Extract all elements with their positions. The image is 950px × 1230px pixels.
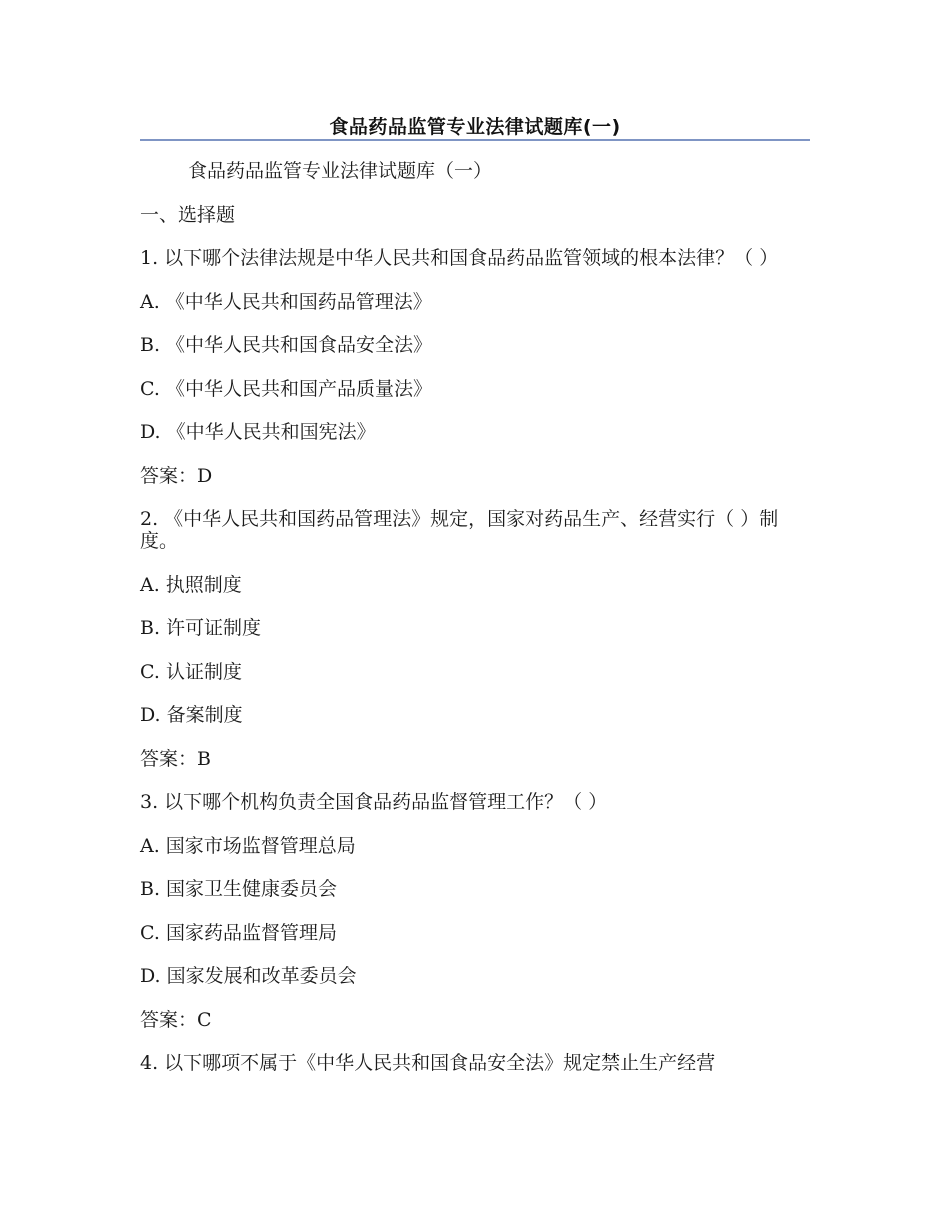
document-body <box>140 160 810 1096</box>
question-1-option-c: C. 《中华人民共和国产品质量法》 <box>140 377 432 400</box>
question-2-option-d: D. 备案制度 <box>140 704 243 726</box>
question-1-option-b: B. 《中华人民共和国食品安全法》 <box>140 334 433 356</box>
question-3-option-c: C. 国家药品监督管理局 <box>140 921 337 944</box>
question-3-option-d: D. 国家发展和改革委员会 <box>140 965 357 987</box>
section-heading: 一、选择题 <box>140 203 236 226</box>
header-title: 食品药品监管专业法律试题库(一) <box>329 116 621 138</box>
question-3: 3. 以下哪个机构负责全国食品药品监督管理工作？（ ） <box>140 791 608 813</box>
question-3-answer: 答案：C <box>140 1008 212 1031</box>
question-4: 4. 以下哪项不属于《中华人民共和国食品安全法》规定禁止生产经营 <box>140 1052 716 1074</box>
question-2-answer: 答案：B <box>140 747 211 770</box>
question-2-option-b: B. 许可证制度 <box>140 617 262 639</box>
question-3-option-b: B. 国家卫生健康委员会 <box>140 878 338 900</box>
question-2: 2. 《中华人民共和国药品管理法》规定，国家对药品生产、经营实行（ ）制度。 <box>140 508 779 552</box>
question-1-option-d: D. 《中华人民共和国宪法》 <box>140 421 376 443</box>
doc-subtitle: 食品药品监管专业法律试题库（一） <box>188 160 493 182</box>
question-1: 1. 以下哪个法律法规是中华人民共和国食品药品监管领域的根本法律？（ ） <box>140 247 779 269</box>
question-2-option-a: A. 执照制度 <box>140 573 242 596</box>
question-1-answer: 答案：D <box>140 464 213 487</box>
header-rule <box>140 139 810 141</box>
question-2-option-c: C. 认证制度 <box>140 660 242 683</box>
question-1-option-a: A. 《中华人民共和国药品管理法》 <box>140 290 432 313</box>
question-3-option-a: A. 国家市场监督管理总局 <box>140 834 356 857</box>
